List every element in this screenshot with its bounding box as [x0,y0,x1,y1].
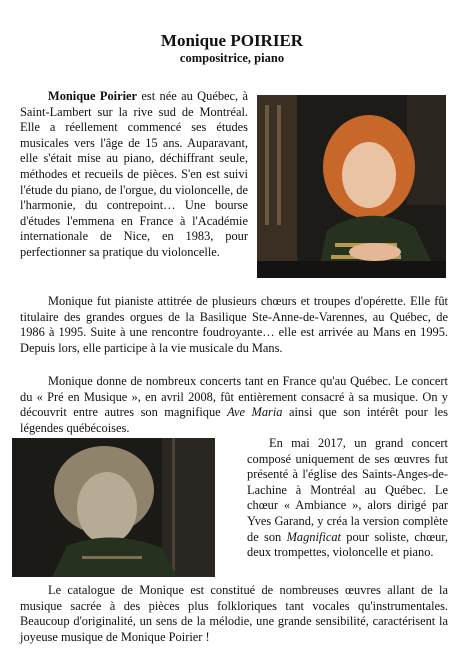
paragraph-career [20,294,448,356]
paragraph-concert-2017 [247,436,448,561]
paragraph-text: est née au Québec, à Saint-Lambert sur la rive sud de Montréal. Elle a réellement commencé ses études musicales vers l'âge de 15 ans. Auparavant, elle s'était mise au piano, déchiffrant seule, méthodes et recueils de pièces. S'en est suivi l'étude du piano, de l'orgue, du violoncelle, de l'harmonie, du contrepoint… Une bourse d'études l'emmena en France à l'Académie internationale de Nice, en 1983, pour perfectionner sa pratique du violoncelle. [20,89,248,259]
portrait-image [257,95,446,278]
paragraph-text: Monique fut pianiste attitrée de plusieurs chœurs et troupes d'opérette. Elle fût titulaire des grandes orgues de la Basilique Ste-Anne-de-Varennes, au Québec, de 1986 à 1995. Suite à une rencontre foudroyante… elle est arrivée au Mans en 1995. Depuis lors, elle participe à la vie musicale du Mans. [20,294,448,355]
paragraph-text: ainsi que son intérêt pour les légendes québécoises. [20,405,448,435]
bold-name: Monique Poirier [48,89,138,103]
work-title-magnificat: Magnificat [286,529,341,544]
page-subtitle: compositrice, piano [179,51,285,65]
paragraph-biography-intro [20,89,248,261]
work-title-ave-maria: Ave Maria [227,405,283,420]
paragraph-text: Monique donne de nombreux concerts tant en France qu'au Québec. Le concert du « Pré en Musique », en avril 2008, fût entièrement consacré à sa musique. On y découvrit entre autres son magnifique [20,374,448,420]
paragraph-text: pour soliste, chœur, deux trompettes, violoncelle et piano. [247,529,448,560]
paragraph-catalogue [20,583,448,645]
portrait-photo-piano [257,95,446,278]
portrait-image-2 [12,438,215,577]
paragraph-text: Le catalogue de Monique est constitué de nombreuses œuvres allant de la musique sacrée à des pièces plus folkloriques tant vocales qu'instrumentales. Beaucoup d'originalité, un sens de la mélodie, une grande sensibilité, caractérisent la joyeuse musique de Monique Poirier ! [20,583,448,644]
header [0,31,464,66]
paragraph-concerts [20,374,448,436]
page-title: Monique POIRIER [160,31,304,50]
portrait-photo-smiling [12,438,215,577]
paragraph-text: En mai 2017, un grand concert composé uniquement de ses œuvres fut présenté à l'église des Saints-Anges-de-Lachine à Montréal au Québec. Le chœur « Ambiance », alors dirigé par Yves Garand, y créa la version complète de son [247,436,448,544]
